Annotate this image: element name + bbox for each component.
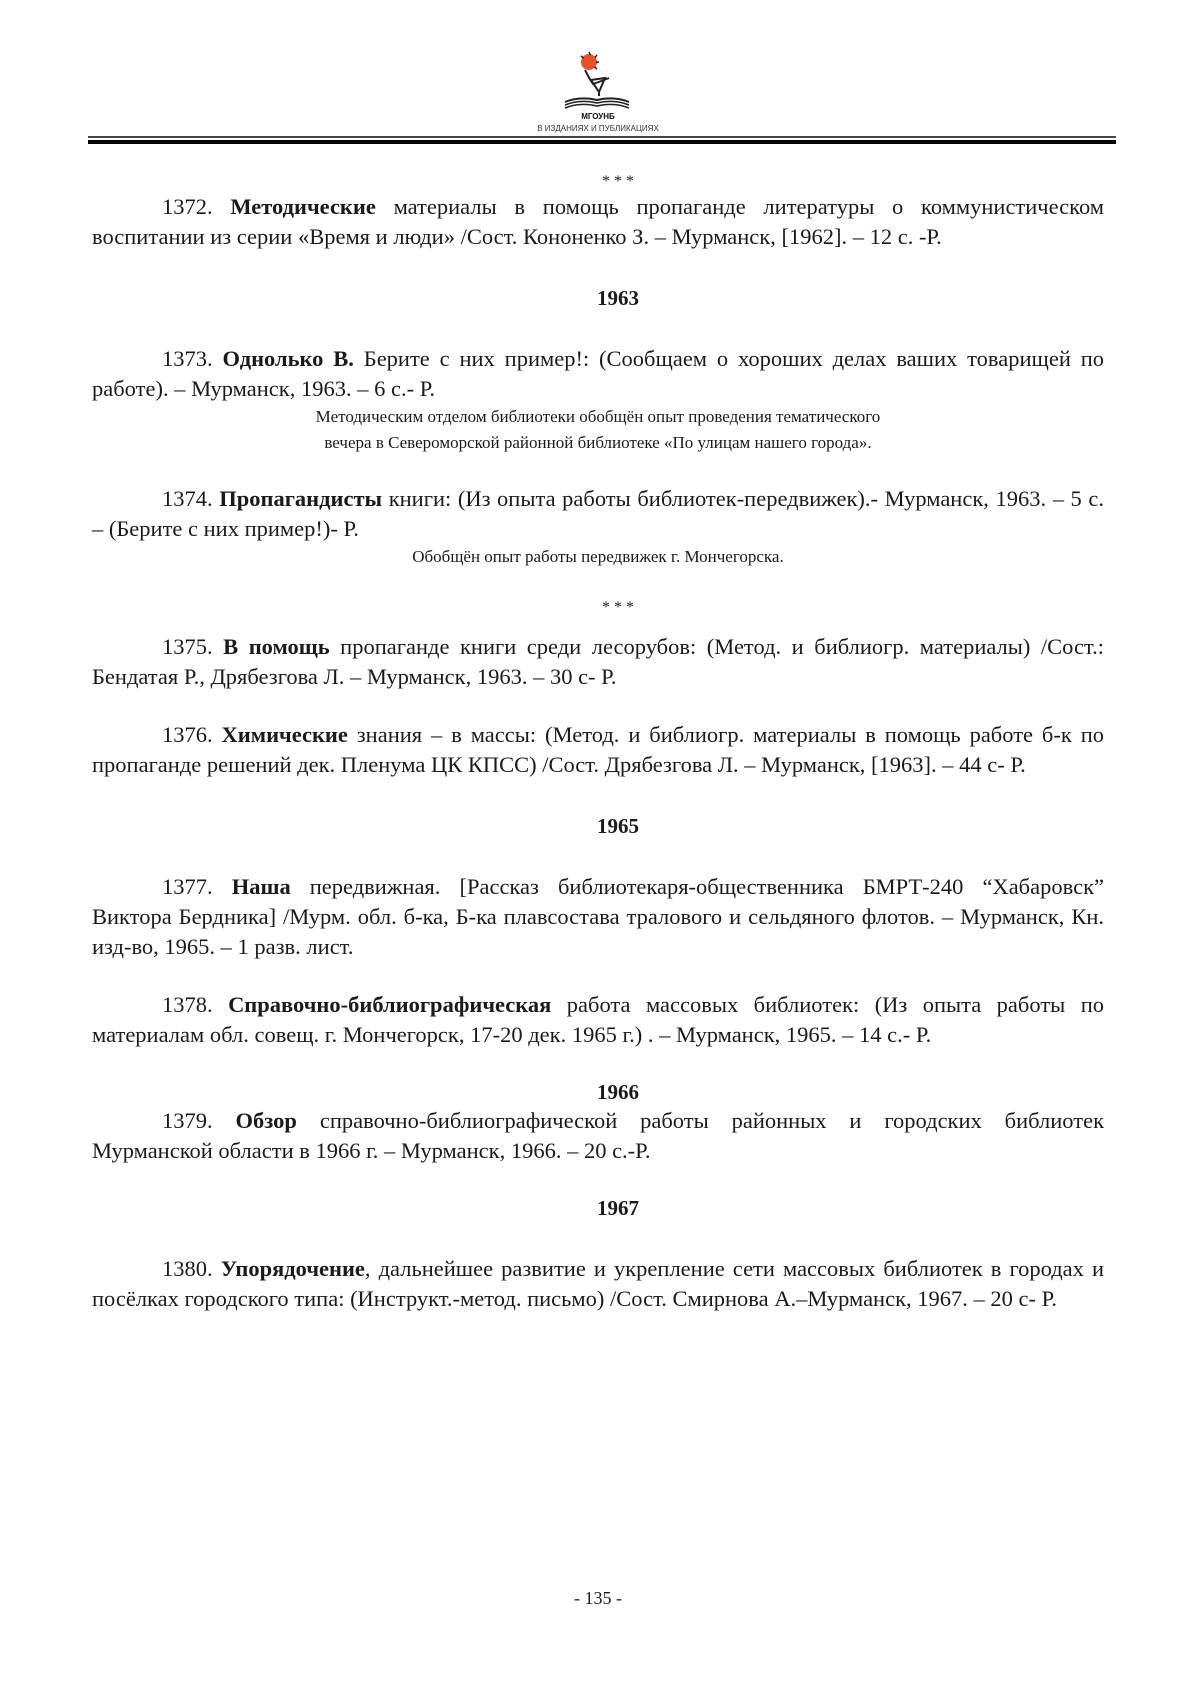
annotation-line: Обобщён опыт работы передвижек г. Мончегорска. (412, 547, 784, 566)
entry-1372 (92, 192, 1104, 252)
entry-title: В помощь (223, 634, 330, 659)
year-heading-1966: 1966 (597, 1080, 639, 1104)
entry-annotation (92, 544, 1104, 570)
year-heading-1963: 1963 (597, 286, 639, 310)
entry-text: Берите с них пример!: (Сообщаем о хороших делах ваших товарищей по работе). – Мурманск, 1963. – 6 с.- Р. (92, 346, 1105, 401)
page-content (92, 172, 1104, 1314)
header-rule-thin (88, 136, 1116, 138)
logo-text: МГОУНБ (581, 112, 615, 121)
section-separator: * * * (602, 599, 634, 616)
entry-number: 1376. (162, 722, 213, 747)
entry-text: пропаганде книги среди лесорубов: (Метод. и библиогр. материалы) /Сост.: Бендатая Р., Дрябезгова Л. – Мурманск, 1963. – 30 с- Р. (92, 634, 1104, 689)
entry-text: знания – в массы: (Метод. и библиогр. материалы в помощь работе б-к по пропаганде решений дек. Пленума ЦК КПСС) /Сост. Дрябезгова Л. – Мурманск, [1963]. – 44 с- Р. (92, 722, 1104, 777)
header-rule-thick (88, 140, 1116, 144)
entry-1379 (92, 1106, 1104, 1166)
entry-text: передвижная. [Рассказ библиотекаря-общественника БМРТ-240 “Хабаровск” Виктора Бердника] /Мурм. обл. б-ка, Б-ка плавсостава тралового и сельдяного флотов. – Мурманск, Кн. изд-во, 1965. – 1 разв. лист. (92, 874, 1105, 959)
entry-1375 (92, 632, 1104, 692)
entry-number: 1374. (162, 486, 213, 511)
entry-number: 1373. (162, 346, 213, 371)
entry-title: Обзор (235, 1108, 297, 1133)
entry-1374 (92, 484, 1104, 544)
year-heading-1967: 1967 (597, 1196, 639, 1220)
page-header (0, 0, 1196, 150)
entry-text: работа массовых библиотек: (Из опыта работы по материалам обл. совещ. г. Мончегорск, 17-20 дек. 1965 г.) . – Мурманск, 1965. – 14 с.- Р. (92, 992, 1104, 1047)
entry-title: Справочно-библиографическая (228, 992, 552, 1017)
library-logo-icon (555, 50, 635, 112)
entry-number: 1377. (162, 874, 213, 899)
year-heading-1965: 1965 (597, 814, 639, 838)
entry-number: 1379. (162, 1108, 213, 1133)
entry-number: 1380. (162, 1256, 213, 1281)
entry-1378 (92, 990, 1104, 1050)
entry-text: , дальнейшее развитие и укрепление сети массовых библиотек в городах и посёлках городского типа: (Инструкт.-метод. письмо) /Сост. Смирнова А.–Мурманск, 1967. – 20 с- Р. (92, 1256, 1105, 1311)
page-number: - 135 - (574, 1588, 622, 1608)
annotation-line: Методическим отделом библиотеки обобщён опыт проведения тематического (315, 407, 881, 426)
entry-title: Химические (221, 722, 348, 747)
entry-1377 (92, 872, 1104, 962)
entry-title: Методические (230, 194, 376, 219)
entry-number: 1372. (162, 194, 213, 219)
entry-1380 (92, 1254, 1104, 1314)
entry-text: справочно-библиографической работы районных и городских библиотек Мурманской области в 1966 г. – Мурманск, 1966. – 20 с.-Р. (92, 1108, 1105, 1163)
entry-title: Упорядочение (220, 1256, 365, 1281)
header-subtitle: В ИЗДАНИЯХ И ПУБЛИКАЦИЯХ (537, 124, 659, 133)
entry-title: Однолько В. (222, 346, 354, 371)
entry-title: Пропагандисты (219, 486, 383, 511)
entry-number: 1375. (162, 634, 213, 659)
entry-title: Наша (231, 874, 291, 899)
entry-1376 (92, 720, 1104, 780)
section-separator: * * * (602, 173, 634, 190)
annotation-line: вечера в Североморской районной библиотеке «По улицам нашего города». (324, 433, 872, 452)
entry-text: книги: (Из опыта работы библиотек-передвижек).- Мурманск, 1963. – 5 с. – (Берите с них пример!)- Р. (92, 486, 1105, 541)
entry-text: материалы в помощь пропаганде литературы о коммунистическом воспитании из серии «Время и люди» /Сост. Кононенко З. – Мурманск, [1962]. – 12 с. -Р. (92, 194, 1105, 249)
entry-annotation (92, 404, 1104, 456)
entry-number: 1378. (162, 992, 213, 1017)
entry-1373 (92, 344, 1104, 404)
